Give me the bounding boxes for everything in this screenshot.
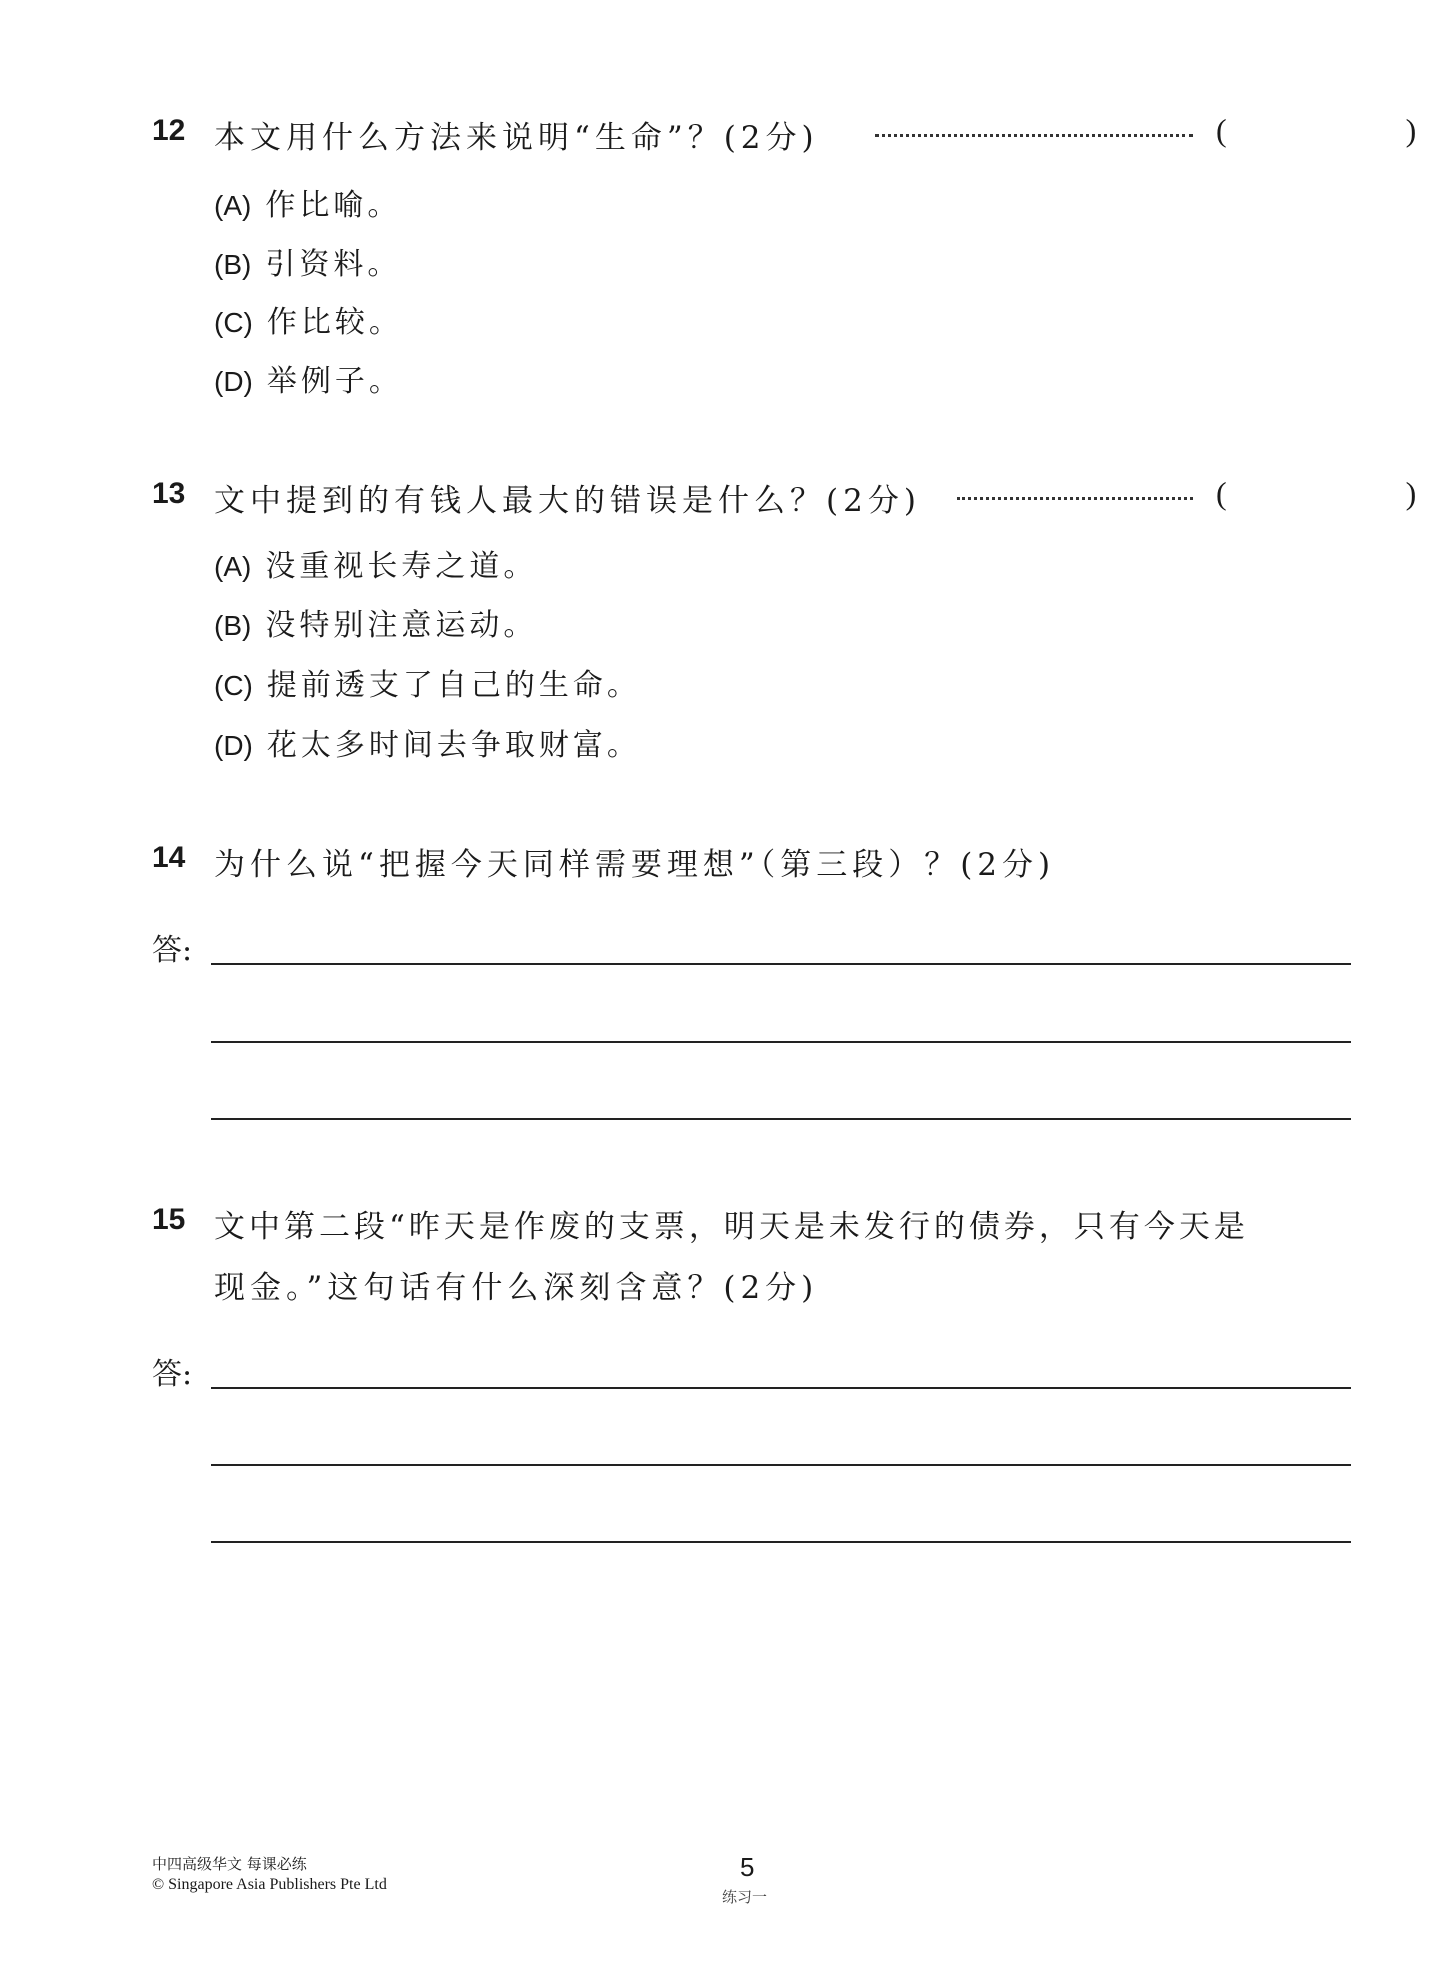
book-title: 中四高级华文 每课必练 — [152, 1855, 307, 1873]
option-label: (D) — [214, 366, 253, 397]
option-label: (D) — [214, 730, 253, 761]
leader-dots — [875, 134, 1193, 137]
option-text: 花太多时间去争取财富。 — [266, 728, 641, 763]
leader-dots — [957, 497, 1193, 500]
question-number: 15 — [152, 1203, 186, 1236]
question-text: 为什么说“把握今天同样需要理想”（第三段）？(2分) — [214, 847, 1056, 883]
option-a[interactable] — [214, 541, 537, 585]
page-number: 5 — [740, 1852, 755, 1882]
answer-blank-text: ( ) — [1216, 112, 1426, 148]
question-text: 本文用什么方法来说明“生命”？(2分) — [214, 120, 819, 156]
answer-line[interactable] — [211, 1118, 1351, 1120]
option-label: (C) — [214, 670, 253, 701]
answer-line[interactable] — [211, 1541, 1351, 1543]
option-d[interactable] — [214, 720, 641, 764]
option-text: 没重视长寿之道。 — [265, 549, 538, 584]
option-text: 引资料。 — [265, 247, 402, 282]
question-text: 文中提到的有钱人最大的错误是什么？(2分) — [214, 483, 921, 519]
copyright: © Singapore Asia Publishers Pte Ltd — [152, 1876, 387, 1893]
answer-line[interactable] — [211, 1387, 1351, 1389]
option-label: (A) — [214, 551, 252, 582]
option-label: (C) — [214, 307, 253, 338]
option-text: 没特别注意运动。 — [265, 608, 538, 643]
section-label: 练习一 — [722, 1888, 768, 1906]
answer-label: 答: — [152, 933, 193, 968]
option-b[interactable] — [214, 600, 537, 644]
option-text: 提前透支了自己的生命。 — [266, 668, 641, 703]
answer-line[interactable] — [211, 1041, 1351, 1043]
answer-blank[interactable] — [1216, 112, 1425, 149]
option-c[interactable] — [214, 297, 403, 341]
question-number: 14 — [152, 841, 186, 874]
question-number: 13 — [152, 477, 186, 510]
question-text-line2: 现金。”这句话有什么深刻含意？(2分) — [214, 1270, 819, 1306]
answer-blank[interactable] — [1216, 475, 1425, 512]
answer-line[interactable] — [211, 963, 1351, 965]
option-label: (A) — [214, 190, 252, 221]
option-c[interactable] — [214, 660, 641, 704]
answer-blank-text: ( ) — [1216, 475, 1426, 511]
option-text: 举例子。 — [266, 364, 403, 399]
question-text-line1: 文中第二段“昨天是作废的支票，明天是未发行的债券，只有今天是 — [214, 1209, 1249, 1245]
option-text: 作比喻。 — [265, 188, 402, 223]
answer-label: 答: — [152, 1357, 193, 1392]
option-label: (B) — [214, 610, 252, 641]
option-d[interactable] — [214, 356, 403, 400]
option-text: 作比较。 — [266, 305, 403, 340]
option-b[interactable] — [214, 239, 401, 283]
option-label: (B) — [214, 249, 252, 280]
option-a[interactable] — [214, 180, 401, 224]
answer-line[interactable] — [211, 1464, 1351, 1466]
question-number: 12 — [152, 114, 186, 147]
